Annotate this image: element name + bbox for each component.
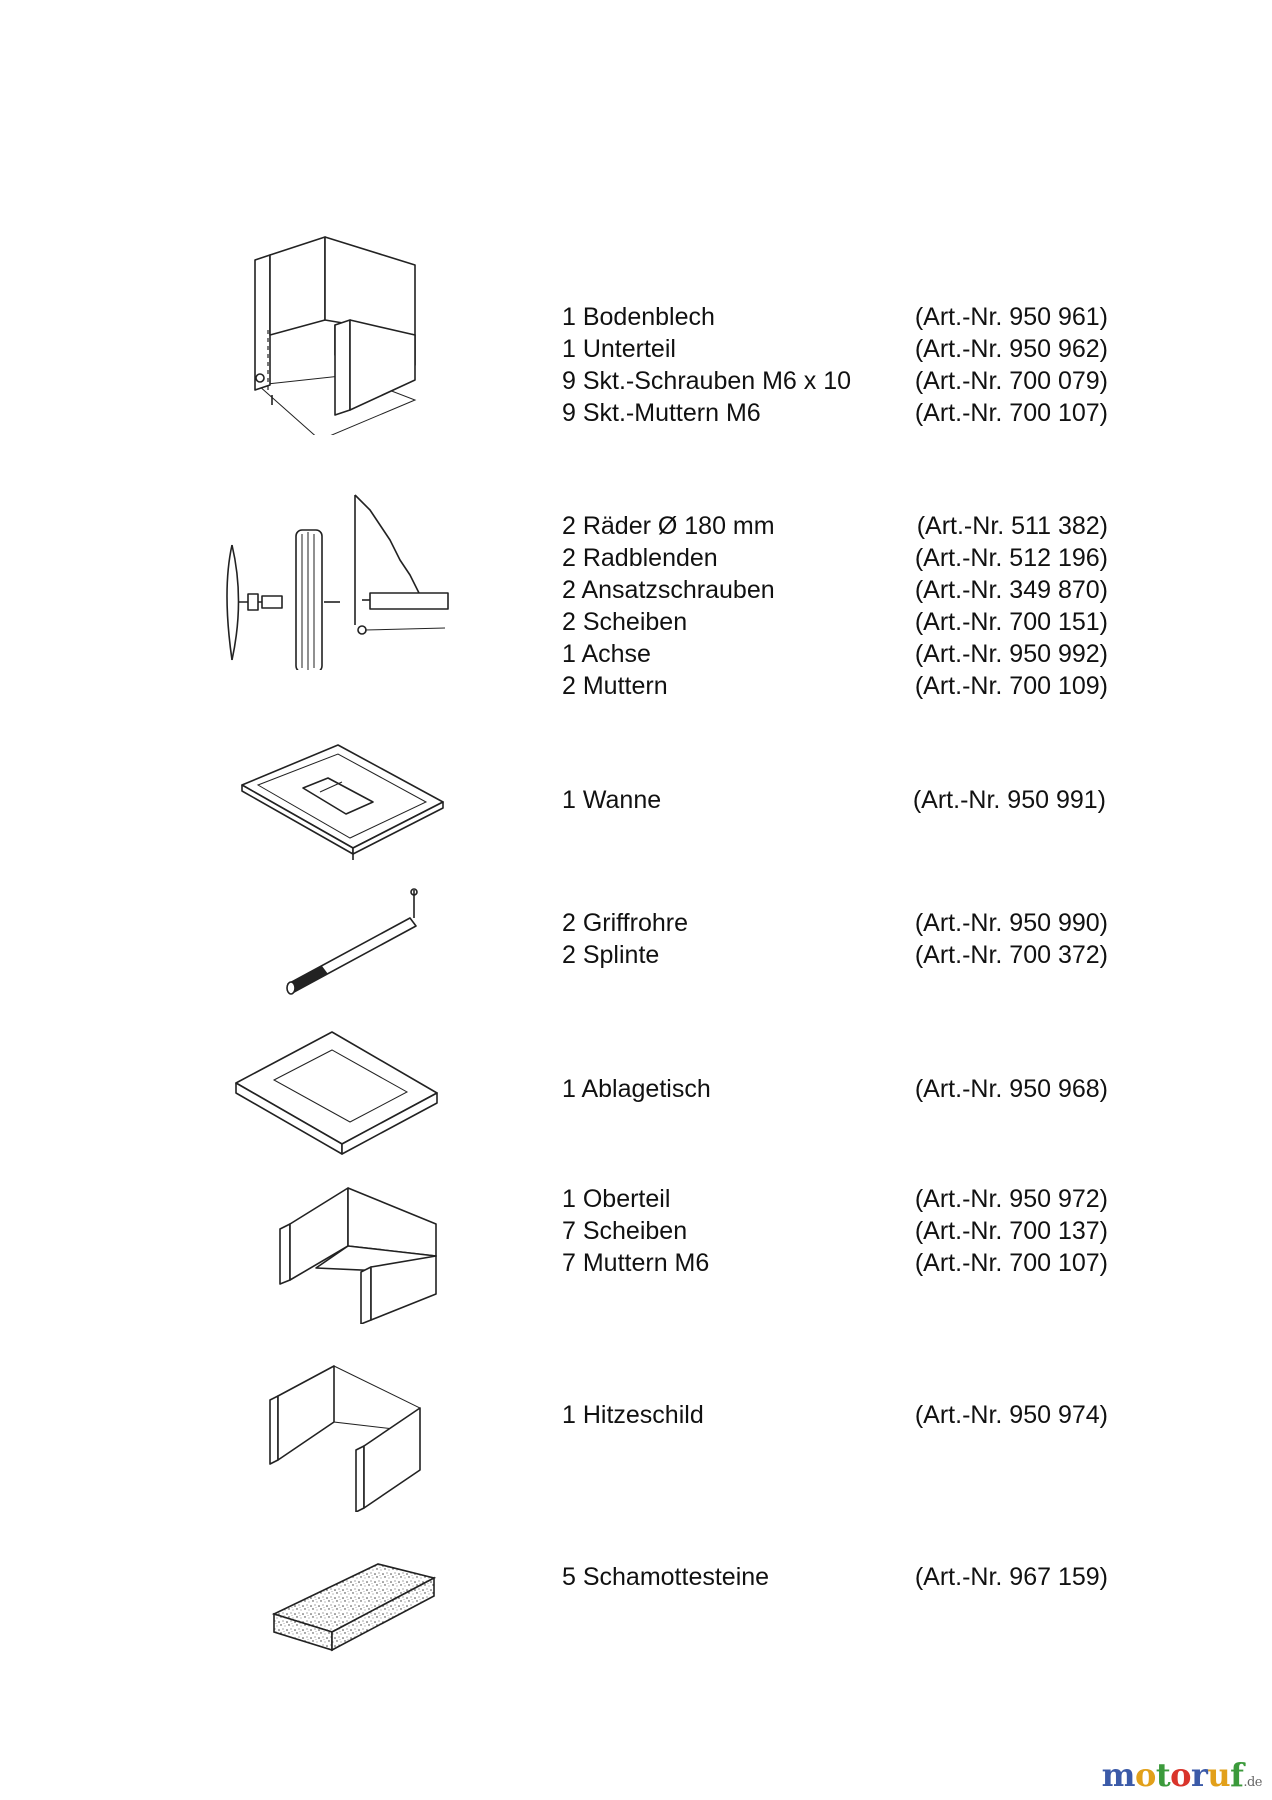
logo-letter: u — [1207, 1756, 1231, 1794]
part-row: 1 Wanne (Art.-Nr. 950 991) — [562, 786, 1106, 814]
part-row: 1 Hitzeschild (Art.-Nr. 950 974) — [562, 1401, 1108, 1429]
logo-letter: t — [1155, 1756, 1171, 1794]
part-row: 9 Skt.-Muttern M6 (Art.-Nr. 700 107) — [562, 399, 1108, 427]
handle-tube-illustration — [282, 886, 432, 996]
part-row: 2 Splinte (Art.-Nr. 700 372) — [562, 941, 1108, 969]
part-row: 2 Radblenden (Art.-Nr. 512 196) — [562, 544, 1108, 572]
shelf-table-illustration — [232, 1028, 442, 1158]
part-row: 2 Griffrohre (Art.-Nr. 950 990) — [562, 909, 1108, 937]
logo-letter: m — [1101, 1756, 1135, 1794]
logo-tld: .de — [1243, 1775, 1262, 1790]
part-row: 1 Unterteil (Art.-Nr. 950 962) — [562, 335, 1108, 363]
part-row: 1 Ablagetisch (Art.-Nr. 950 968) — [562, 1075, 1108, 1103]
logo-letter: r — [1190, 1756, 1208, 1794]
logo-letter: o — [1170, 1756, 1191, 1794]
part-row: 1 Oberteil (Art.-Nr. 950 972) — [562, 1185, 1108, 1213]
part-row: 7 Scheiben (Art.-Nr. 700 137) — [562, 1217, 1108, 1245]
part-row: 2 Ansatzschrauben (Art.-Nr. 349 870) — [562, 576, 1108, 604]
part-row: 7 Muttern M6 (Art.-Nr. 700 107) — [562, 1249, 1108, 1277]
part-row: 5 Schamottesteine (Art.-Nr. 967 159) — [562, 1563, 1108, 1591]
part-row: 1 Bodenblech (Art.-Nr. 950 961) — [562, 303, 1108, 331]
logo-letter: o — [1134, 1756, 1156, 1794]
heat-shield-illustration — [268, 1362, 428, 1512]
fire-bricks-illustration — [270, 1556, 440, 1656]
wheel-assembly-illustration — [220, 490, 460, 670]
upper-cabinet-illustration — [276, 1184, 446, 1324]
part-row: 1 Achse (Art.-Nr. 950 992) — [562, 640, 1108, 668]
watermark-logo — [1102, 1756, 1262, 1794]
part-row: 2 Muttern (Art.-Nr. 700 109) — [562, 672, 1108, 700]
base-cabinet-illustration — [240, 235, 420, 435]
part-row: 9 Skt.-Schrauben M6 x 10 (Art.-Nr. 700 079) — [562, 367, 1108, 395]
part-row: 2 Räder Ø 180 mm (Art.-Nr. 511 382) — [562, 512, 1108, 540]
part-row: 2 Scheiben (Art.-Nr. 700 151) — [562, 608, 1108, 636]
tray-illustration — [238, 740, 448, 860]
logo-letter: f — [1230, 1756, 1244, 1794]
